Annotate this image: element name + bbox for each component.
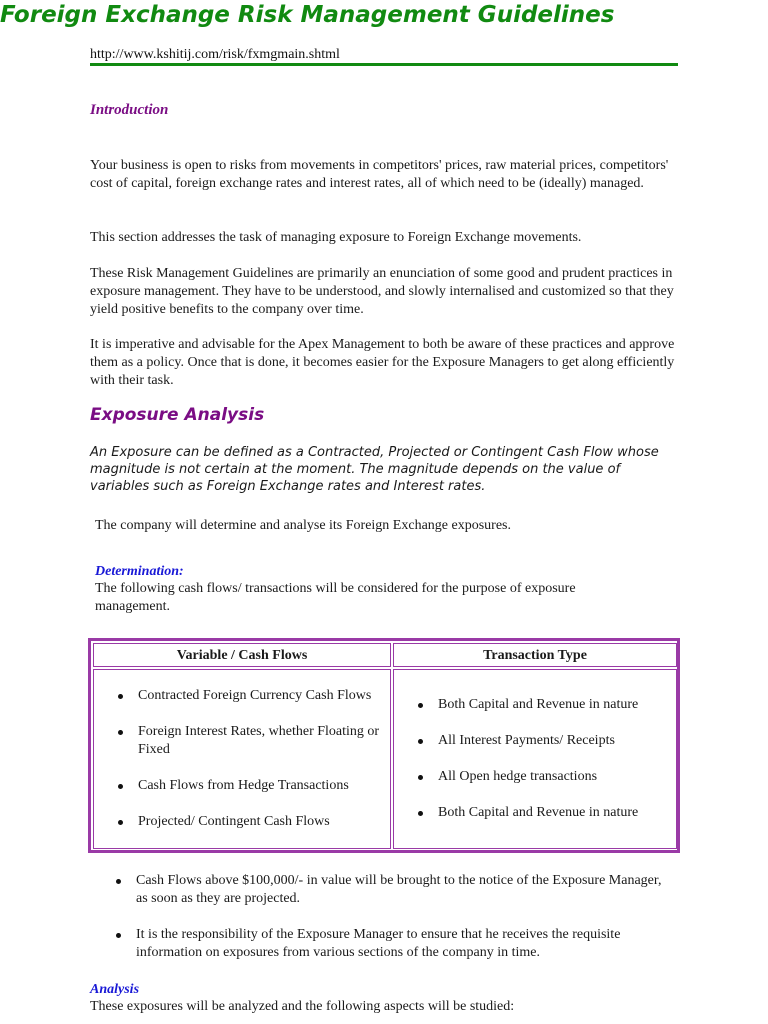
notice-bullet-list [92,872,672,962]
analysis-text: These exposures will be analyzed and the following aspects will be studied: [90,999,515,1014]
intro-paragraph-2: This section addresses the task of managing exposure to Foreign Exchange movements. [90,230,582,245]
list-item: All Interest Payments/ Receipts [394,732,676,750]
title-divider [90,63,678,66]
document-title: Foreign Exchange Risk Management Guidelines [0,2,615,28]
determination-text: The following cash flows/ transactions will be considered for the purpose of exposure management. [95,581,576,614]
intro-paragraph-3: These Risk Management Guidelines are primarily an enunciation of some good and prudent practices in exposure management. They have to be understood, and slowly internalised and customized so that they yield positive benefits to the company over time. [90,266,674,317]
table-header-transaction-label: Transaction Type [483,648,587,663]
intro-paragraph-4: It is imperative and advisable for the Apex Management to both be aware of these practices and approve them as a policy. Once that is done, it becomes easier for the Exposure Managers to get along efficiently with their task. [90,337,675,388]
source-url[interactable]: http://www.kshitij.com/risk/fxmgmain.shtml [90,47,340,62]
determination-heading: Determination: [95,564,184,579]
list-item: Cash Flows from Hedge Transactions [94,777,390,795]
list-item: All Open hedge transactions [394,768,676,786]
table-cell-variables [93,669,391,849]
exposure-analysis-heading: Exposure Analysis [90,405,265,425]
introduction-heading: Introduction [90,102,169,118]
table-header-variable-label: Variable / Cash Flows [176,648,308,663]
exposure-table [88,638,680,853]
table-header-variable [93,643,391,667]
list-item: Both Capital and Revenue in nature [394,804,676,822]
list-item: Projected/ Contingent Cash Flows [94,813,390,831]
analysis-heading: Analysis [90,982,140,997]
list-item: Contracted Foreign Currency Cash Flows [94,687,390,705]
list-item: Both Capital and Revenue in nature [394,696,676,714]
exposure-definition: An Exposure can be defined as a Contracted, Projected or Contingent Cash Flow whose magnitude is not certain at the moment. The magnitude depends on the value of variables such as Foreign Exchange rates and Interest rates. [90,445,659,494]
intro-paragraph-1: Your business is open to risks from movements in competitors' prices, raw material prices, competitors' cost of capital, foreign exchange rates and interest rates, all of which need to be (ideally) managed. [90,158,669,191]
list-item: It is the responsibility of the Exposure Manager to ensure that he receives the requisite information on exposures from various sections of the company in time. [92,926,672,962]
table-cell-transaction-types [393,669,677,849]
list-item: Cash Flows above $100,000/- in value will be brought to the notice of the Exposure Manager, as soon as they are projected. [92,872,672,908]
list-item: Foreign Interest Rates, whether Floating or Fixed [94,723,390,759]
table-header-transaction-type [393,643,677,667]
exposure-statement: The company will determine and analyse its Foreign Exchange exposures. [95,518,511,533]
